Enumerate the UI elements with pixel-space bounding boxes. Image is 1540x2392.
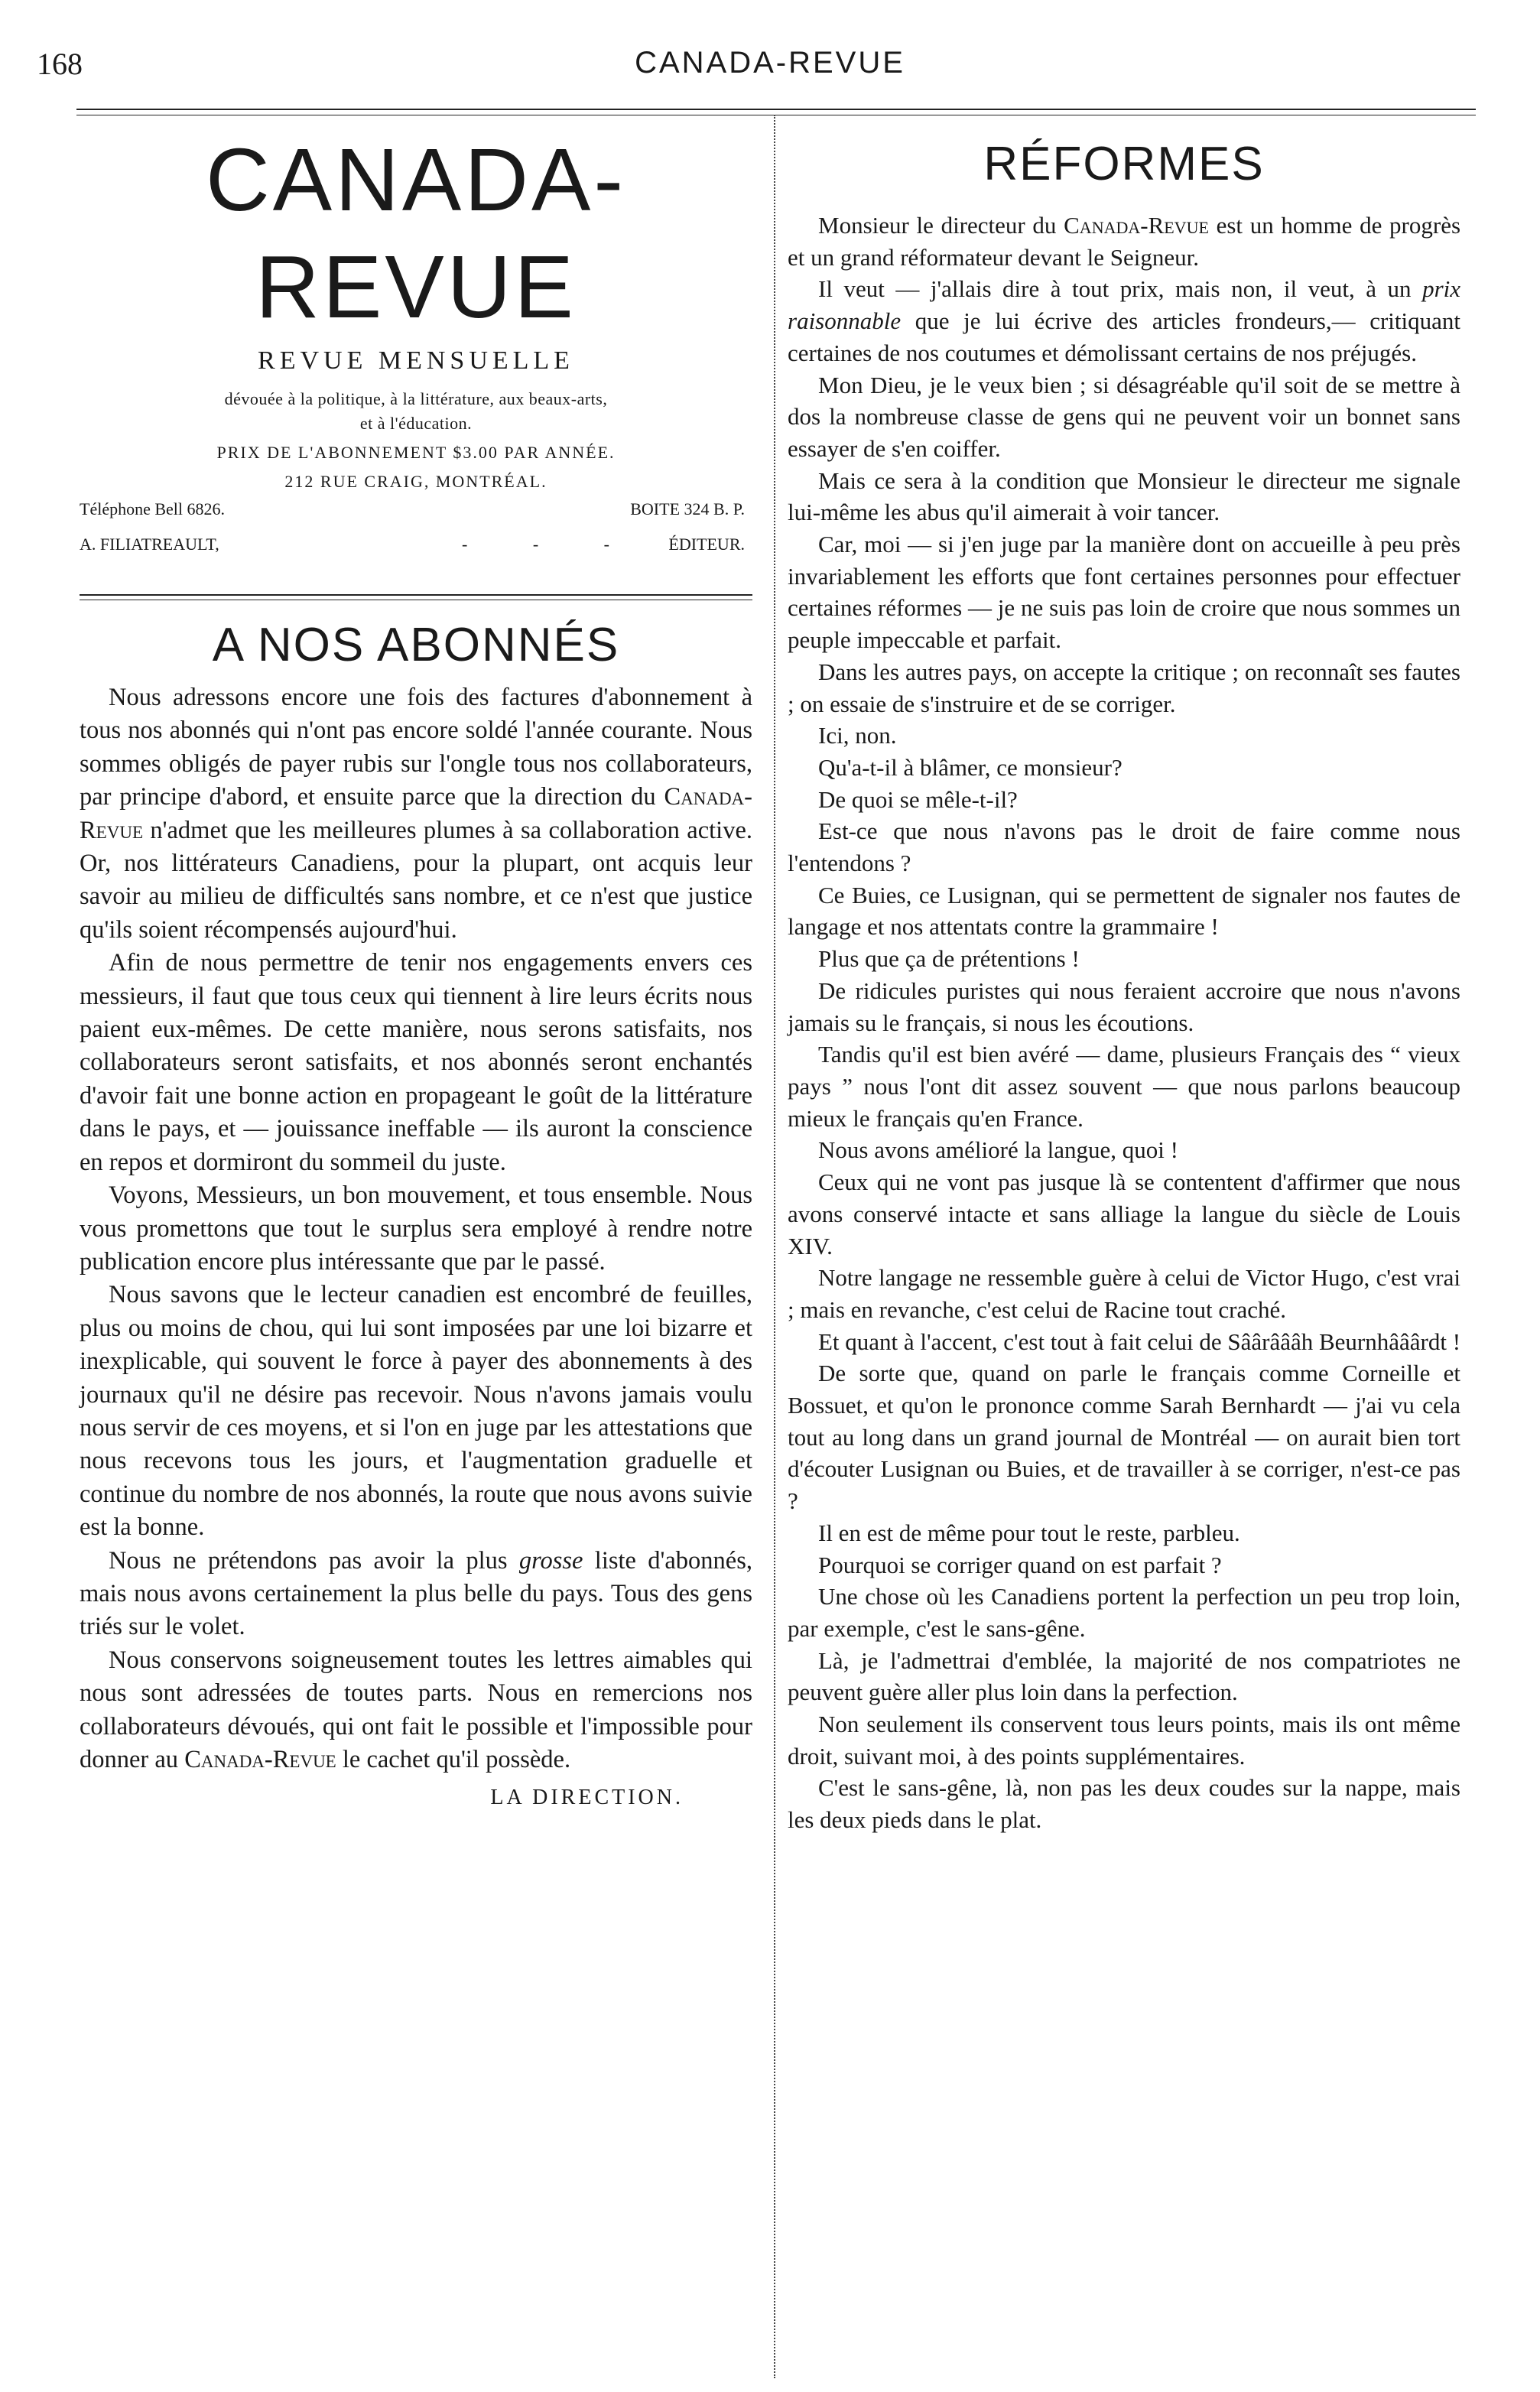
paragraph: Plus que ça de prétentions ! <box>818 945 1080 973</box>
paragraph: De quoi se mêle-t-il? <box>818 785 1018 813</box>
paragraph: Nous conservons soigneusement toutes les lettres aimables qui nous sont adressées de toutes parts. Nous en remercions nos collaborateurs dévoués, qui ont fait le possible et l'impossible pour donner au Canada-Revue le cachet qu'il possède. <box>80 1646 752 1773</box>
italic-word: grosse <box>518 1546 583 1575</box>
article-body-abonnes <box>80 681 752 1776</box>
paragraph: Nous savons que le lecteur canadien est encombré de feuilles, plus ou moins de chou, qui lui sont imposées par une loi bizarre et inexplicable, qui souvent le force à payer des abonnements à des journaux qu'il ne désire pas recevoir. Nous n'avons jamais voulu nous servir de ces moyens, et si l'on en juge par les attestations que nous recevons tous les jours, et l'augmentation graduelle et continue du nombre de nos abonnés, la route que nous avons suivie est la bonne. <box>80 1281 752 1542</box>
running-header <box>37 46 1503 92</box>
paragraph: Mon Dieu, je le veux bien ; si désagréable qu'il soit de se mettre à dos la nombreuse classe de gens qui ne peuvent voir un bonnet sans essayer de s'en coiffer. <box>788 371 1460 462</box>
contact-row <box>80 499 752 527</box>
page-number: 168 <box>37 47 83 81</box>
running-title: CANADA-REVUE <box>635 46 905 80</box>
paragraph: Car, moi — si j'en juge par la manière dont on accueille à peu près invariablement les efforts que font certaines personnes pour effectuer certaines réformes — je ne suis pas loin de croire que nous sommes un peuple impeccable et parfait. <box>788 531 1460 654</box>
masthead-dedication-cont: et à l'éducation. <box>359 414 473 433</box>
paragraph: Une chose où les Canadiens portent la perfection un peu trop loin, par exemple, c'est le sans-gêne. <box>788 1583 1460 1642</box>
paragraph: De ridicules puristes qui nous feraient accroire que nous n'avons jamais su le français, si nous les écoutions. <box>788 977 1460 1036</box>
paragraph: Il veut — j'allais dire à tout prix, mais non, il veut, à un prix raisonnable que je lui écrive des articles frondeurs,— critiquant certaines de nos coutumes et démolissant certains de nos préjugés. <box>788 275 1461 366</box>
magazine-name: Canada-Revue <box>80 783 752 844</box>
paragraph: Ce Buies, ce Lusignan, qui se permettent de signaler nos fautes de langage et nos attentats contre la grammaire ! <box>788 881 1460 941</box>
left-column <box>80 126 752 1810</box>
paragraph: Voyons, Messieurs, un bon mouvement, et tous ensemble. Nous vous promettons que tout le surplus sera employé à rendre notre publication encore plus intéressante que par le passé. <box>80 1181 752 1276</box>
paragraph: Qu'a-t-il à blâmer, ce monsieur? <box>818 753 1123 781</box>
paragraph: Monsieur le directeur du Canada-Revue est un homme de progrès et un grand réformateur devant le Seigneur. <box>788 212 1461 271</box>
article-title-abonnes: A NOS ABONNÉS <box>212 619 620 671</box>
subscription-price: PRIX DE L'ABONNEMENT $3.00 PAR ANNÉE. <box>216 443 616 462</box>
paragraph: Ici, non. <box>818 722 897 749</box>
paragraph: Pourquoi se corriger quand on est parfait ? <box>818 1551 1222 1578</box>
paragraph: Est-ce que nous n'avons pas le droit de faire comme nous l'entendons ? <box>788 817 1460 877</box>
address: 212 RUE CRAIG, MONTRÉAL. <box>284 472 547 491</box>
publisher-name: A. FILIATREAULT, <box>80 535 219 554</box>
paragraph: Mais ce sera à la condition que Monsieur le directeur me signale lui-même les abus qu'il aimerait à voir tancer. <box>788 466 1460 526</box>
paragraph: De sorte que, quand on parle le français comme Corneille et Bossuet, et qu'on le prononce comme Sarah Bernhardt — j'ai vu cela tout au long dans un grand journal de Montréal — on aurait bien tort d'écouter Lusignan ou Buies, et de travailler à se corriger, n'est-ce pas ? <box>788 1360 1460 1515</box>
publisher-row <box>80 535 752 562</box>
postal-box: BOITE 324 B. P. <box>630 499 745 518</box>
paragraph: C'est le sans-gêne, là, non pas les deux coudes sur la nappe, mais les deux pieds dans le plat. <box>788 1774 1460 1834</box>
italic-phrase: prix raisonnable <box>788 275 1461 335</box>
masthead-title: CANADA-REVUE <box>205 130 627 336</box>
paragraph: Non seulement ils conservent tous leurs points, mais ils ont même droit, suivant moi, à des points supplémentaires. <box>788 1711 1460 1770</box>
masthead-rule <box>80 594 752 600</box>
masthead-dedication: dévouée à la politique, à la littérature, aux beaux-arts, <box>224 389 608 408</box>
article-title-reformes: RÉFORMES <box>983 138 1265 190</box>
masthead-subtitle: REVUE MENSUELLE <box>258 346 574 375</box>
paragraph: Et quant à l'accent, c'est tout à fait celui de Sâârâââh Beurnhââârdt ! <box>818 1328 1461 1355</box>
paragraph: Il en est de même pour tout le reste, parbleu. <box>818 1519 1240 1546</box>
article-body-reformes <box>788 210 1460 1836</box>
signature: LA DIRECTION. <box>490 1786 684 1810</box>
paragraph: Ceux qui ne vont pas jusque là se contentent d'affirmer que nous avons conservé intacte et sans alliage la langue du siècle de Louis XIV. <box>788 1168 1460 1259</box>
paragraph: Nous ne prétendons pas avoir la plus grosse liste d'abonnés, mais nous avons certainement la plus belle du pays. Tous des gens triés sur le volet. <box>80 1546 752 1641</box>
paragraph: Dans les autres pays, on accepte la critique ; on reconnaît ses fautes ; on essaie de s'instruire et de se corriger. <box>788 658 1460 717</box>
magazine-name: Canada-Revue <box>1064 212 1209 239</box>
paragraph: Nous adressons encore une fois des factures d'abonnement à tous nos abonnés qui n'ont pas encore soldé l'année courante. Nous sommes obligés de payer rubis sur l'ongle tous nos collaborateurs, par principe d'abord, et ensuite parce que la direction du Canada-Revue n'admet que les meilleures plumes à sa collaboration active. Or, nos littérateurs Canadiens, pour la plupart, ont acquis leur savoir au milieu de difficultés sans nombre, et ce n'est que justice qu'ils soient récompensés aujourd'hui. <box>80 684 753 944</box>
paragraph: Notre langage ne ressemble guère à celui de Victor Hugo, c'est vrai ; mais en revanche, c'est celui de Racine tout craché. <box>788 1264 1460 1323</box>
paragraph: Là, je l'admettrai d'emblée, la majorité de nos compatriotes ne peuvent guère aller plus loin dans la perfection. <box>788 1646 1460 1706</box>
column-divider <box>774 115 775 2378</box>
right-column <box>788 136 1460 1836</box>
paragraph: Afin de nous permettre de tenir nos engagements envers ces messieurs, il faut que tous ceux qui tiennent à lire leurs écrits nous paient eux-mêmes. De cette manière, nous serons satisfaits, nos collaborateurs seront satisfaits, et nos abonnés seront enchantés d'avoir fait une bonne action en propageant le goût de la littérature dans le pays, et — jouissance ineffable — ils auront la conscience en repos et dormiront du sommeil du juste. <box>80 949 752 1176</box>
publisher-role: ÉDITEUR. <box>668 535 745 554</box>
header-rule <box>76 109 1476 115</box>
telephone: Téléphone Bell 6826. <box>80 499 226 518</box>
paragraph: Nous avons amélioré la langue, quoi ! <box>818 1136 1178 1164</box>
publisher-dots: - - - <box>462 535 640 554</box>
masthead <box>80 126 752 562</box>
magazine-name: Canada-Revue <box>184 1746 336 1773</box>
paragraph: Tandis qu'il est bien avéré — dame, plusieurs Français des “ vieux pays ” nous l'ont dit assez souvent — que nous parlons beaucoup mieux le français qu'en France. <box>788 1041 1460 1132</box>
